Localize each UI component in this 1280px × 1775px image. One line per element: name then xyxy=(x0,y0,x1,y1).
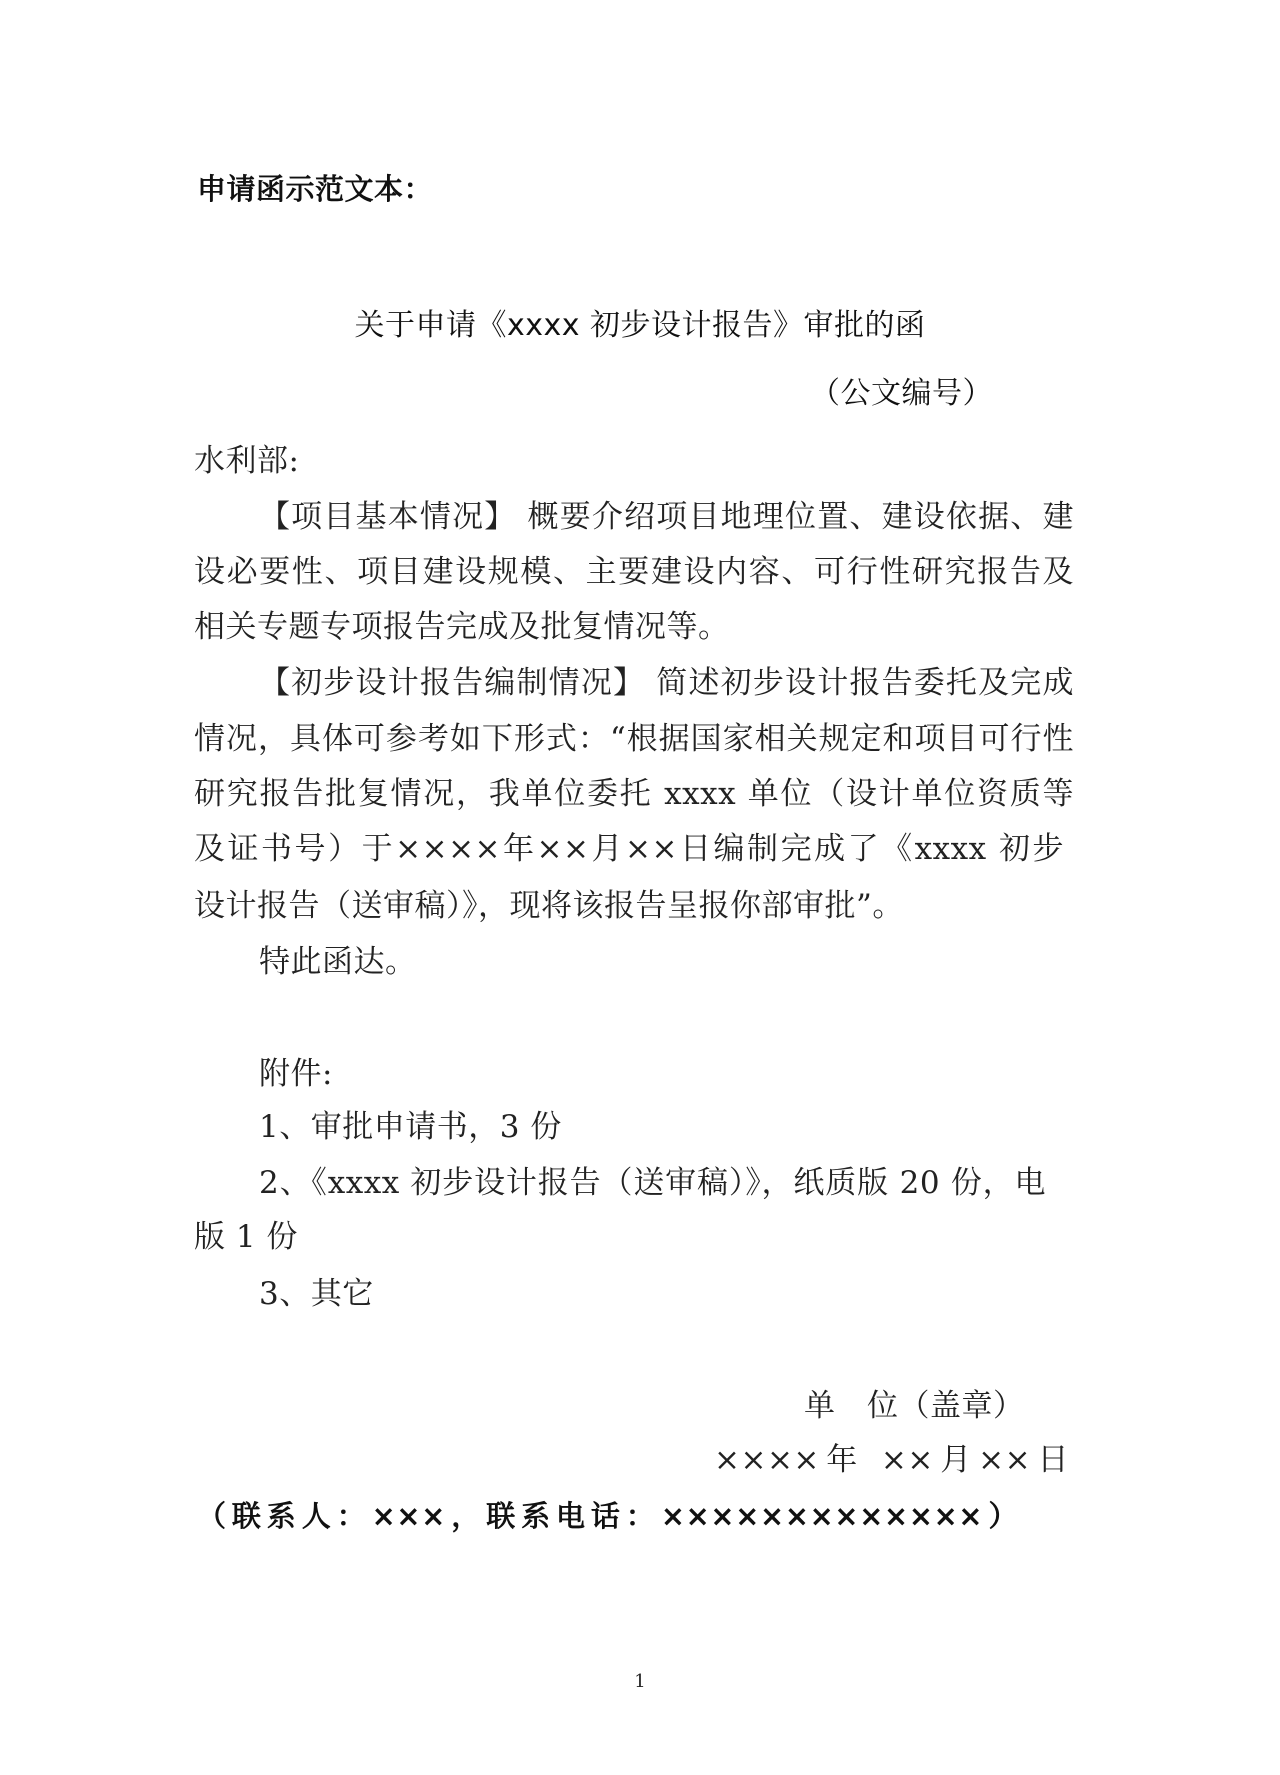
recipient: 水利部: xyxy=(194,443,300,479)
letter-title: 关于申请《xxxx 初步设计报告》审批的函 xyxy=(354,308,926,343)
paragraph1-line: 【项目基本情况】 概要介绍项目地理位置、建设依据、建 xyxy=(259,499,1074,535)
paragraph1-line: 设必要性、项目建设规模、主要建设内容、可行性研究报告及 xyxy=(194,554,1074,590)
paragraph2-line: 及证书号）于××××年××月××日编制完成了《xxxx 初步 xyxy=(194,831,1064,867)
signature-unit: 单 位（盖章） xyxy=(804,1388,1025,1424)
paragraph2-line: 【初步设计报告编制情况】 简述初步设计报告委托及完成 xyxy=(259,665,1074,701)
attachment-item: 1、审批申请书，3 份 xyxy=(259,1109,562,1145)
paragraph1-line: 相关专题专项报告完成及批复情况等。 xyxy=(194,609,730,645)
template-header: 申请函示范文本： xyxy=(197,172,434,206)
paragraph2-line: 情况，具体可参考如下形式：“根据国家相关规定和项目可行性 xyxy=(194,721,1074,757)
attachment-item: 2、《xxxx 初步设计报告（送审稿）》，纸质版 20 份，电 xyxy=(259,1165,1046,1201)
paragraph2-line: 研究报告批复情况，我单位委托 xxxx 单位（设计单位资质等 xyxy=(194,776,1074,812)
attachment-item: 3、其它 xyxy=(259,1276,374,1312)
attachments-label: 附件: xyxy=(259,1056,333,1092)
attachment-item-continued: 版 1 份 xyxy=(194,1219,298,1255)
contact-info: （联系人：×××，联系电话：×××××××××××××） xyxy=(197,1499,1018,1533)
signature-date: ××××年 ××月××日 xyxy=(714,1442,1069,1478)
closing-line: 特此函达。 xyxy=(259,944,417,980)
paragraph2-line: 设计报告（送审稿）》，现将该报告呈报你部审批”。 xyxy=(194,888,904,924)
document-number: （公文编号） xyxy=(810,376,993,411)
page-number: 1 xyxy=(634,1671,646,1692)
